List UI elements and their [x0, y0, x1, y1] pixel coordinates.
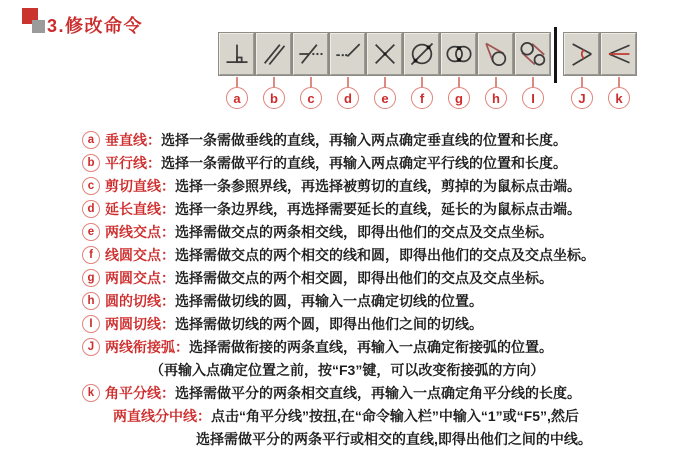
item-term: 平行线：: [105, 154, 161, 171]
command-description-list: [0, 128, 700, 450]
item-term: 线圆交点：: [105, 246, 175, 263]
item-desc: 选择需做平分的两条平行或相交的直线,即得出他们之间的中线。: [196, 430, 592, 447]
command-item-i: [0, 312, 700, 335]
toolbar-label-e: e: [374, 87, 396, 109]
toolbar-label-f: f: [411, 87, 433, 109]
command-item-f: [0, 243, 700, 266]
two-line-intersection-icon: [371, 40, 399, 68]
item-desc: 选择需做交点的两条相交线，即得出他们的交点及交点坐标。: [175, 223, 553, 240]
toolbar-separator: [554, 27, 557, 83]
item-term: 两圆交点：: [105, 269, 175, 286]
item-term: 两线交点：: [105, 223, 175, 240]
command-item-j-note: [0, 358, 700, 381]
toolbar-button-angle-bisector[interactable]: [600, 32, 637, 76]
item-desc: 选择一条需做垂线的直线，再输入两点确定垂直线的位置和长度。: [161, 131, 567, 148]
toolbar-label-h: h: [485, 87, 507, 109]
toolbar-label-g: g: [448, 87, 470, 109]
toolbar-button-fillet-arc[interactable]: [563, 32, 600, 76]
toolbar-button-line-circle-intersection[interactable]: [403, 32, 440, 76]
label-connector-i: [532, 77, 534, 87]
item-badge: f: [82, 246, 100, 264]
toolbar-label-k: k: [608, 87, 630, 109]
item-desc: 选择需做切线的圆，再输入一点确定切线的位置。: [175, 292, 483, 309]
trim-line-icon: [297, 40, 325, 68]
command-item-midline-cont: [0, 427, 700, 450]
command-item-j: [0, 335, 700, 358]
toolbar-label-i: I: [522, 87, 544, 109]
toolbar-button-two-circle-tangent[interactable]: [514, 32, 551, 76]
item-badge: J: [82, 338, 100, 356]
command-item-midline: [0, 404, 700, 427]
perpendicular-line-icon: [223, 40, 251, 68]
label-connector-k: [618, 77, 620, 87]
parallel-line-icon: [260, 40, 288, 68]
label-connector-b: [273, 77, 275, 87]
circle-tangent-icon: [482, 40, 510, 68]
item-term: 垂直线：: [105, 131, 161, 148]
item-desc: 选择需做衔接的两条直线，再输入一点确定衔接弧的位置。: [189, 338, 553, 355]
command-item-h: [0, 289, 700, 312]
toolbar-button-two-circle-intersection[interactable]: [440, 32, 477, 76]
toolbar-label-b: b: [263, 87, 285, 109]
item-desc: 选择一条边界线，再选择需要延长的直线，延长的为鼠标点击端。: [175, 200, 581, 217]
toolbar-button-parallel-line[interactable]: [255, 32, 292, 76]
fillet-arc-icon: [568, 40, 596, 68]
item-term: 延长直线：: [105, 200, 175, 217]
command-item-b: [0, 151, 700, 174]
toolbar-label-d: d: [337, 87, 359, 109]
item-badge: c: [82, 177, 100, 195]
label-connector-g: [458, 77, 460, 87]
item-badge: k: [82, 384, 100, 402]
modify-toolbar-group-1: [218, 32, 551, 76]
item-desc: 选择一条参照界线，再选择被剪切的直线，剪掉的为鼠标点击端。: [175, 177, 581, 194]
command-item-d: [0, 197, 700, 220]
two-circle-intersection-icon: [445, 40, 473, 68]
label-connector-f: [421, 77, 423, 87]
item-badge: d: [82, 200, 100, 218]
item-term: 圆的切线：: [105, 292, 175, 309]
command-item-g: [0, 266, 700, 289]
item-badge: I: [82, 315, 100, 333]
command-item-e: [0, 220, 700, 243]
line-circle-intersection-icon: [408, 40, 436, 68]
item-desc: 选择需做交点的两个相交圆，即得出他们的交点及交点坐标。: [175, 269, 553, 286]
modify-toolbar-group-2: [563, 32, 637, 76]
label-connector-c: [310, 77, 312, 87]
item-badge: b: [82, 154, 100, 172]
item-term: 角平分线：: [105, 384, 175, 401]
item-badge: a: [82, 131, 100, 149]
item-term: 两线衔接弧：: [105, 338, 189, 355]
toolbar-button-two-line-intersection[interactable]: [366, 32, 403, 76]
item-desc: 点击“角平分线”按扭,在“命令输入栏”中输入“1”或“F5”,然后: [211, 407, 579, 424]
toolbar-button-perpendicular-line[interactable]: [218, 32, 255, 76]
item-desc: 选择一条需做平行的直线，再输入两点确定平行线的位置和长度。: [161, 154, 567, 171]
item-term: 剪切直线：: [105, 177, 175, 194]
item-term: 两直线分中线：: [113, 407, 211, 424]
label-connector-d: [347, 77, 349, 87]
command-item-c: [0, 174, 700, 197]
gray-square-bullet-icon: [32, 20, 45, 33]
two-circle-tangent-icon: [519, 40, 547, 68]
item-badge: g: [82, 269, 100, 287]
angle-bisector-icon: [605, 40, 633, 68]
toolbar-button-extend-line[interactable]: [329, 32, 366, 76]
toolbar-label-c: c: [300, 87, 322, 109]
label-connector-a: [236, 77, 238, 87]
item-desc: （再输入点确定位置之前，按“F3”键，可以改变衔接弧的方向）: [150, 361, 545, 378]
toolbar-label-j: J: [571, 87, 593, 109]
item-desc: 选择需做切线的两个圆，即得出他们之间的切线。: [175, 315, 483, 332]
command-item-a: [0, 128, 700, 151]
item-term: 两圆切线：: [105, 315, 175, 332]
toolbar-button-trim-line[interactable]: [292, 32, 329, 76]
page-title-text: 3.修改命令: [47, 16, 144, 36]
label-connector-j: [581, 77, 583, 87]
extend-line-icon: [334, 40, 362, 68]
label-connector-h: [495, 77, 497, 87]
toolbar-button-circle-tangent[interactable]: [477, 32, 514, 76]
item-desc: 选择需做交点的两个相交的线和圆，即得出他们的交点及交点坐标。: [175, 246, 595, 263]
item-badge: e: [82, 223, 100, 241]
item-badge: h: [82, 292, 100, 310]
toolbar-label-a: a: [226, 87, 248, 109]
label-connector-e: [384, 77, 386, 87]
command-item-k: [0, 381, 700, 404]
item-desc: 选择需做平分的两条相交直线，再输入一点确定角平分线的长度。: [175, 384, 581, 401]
